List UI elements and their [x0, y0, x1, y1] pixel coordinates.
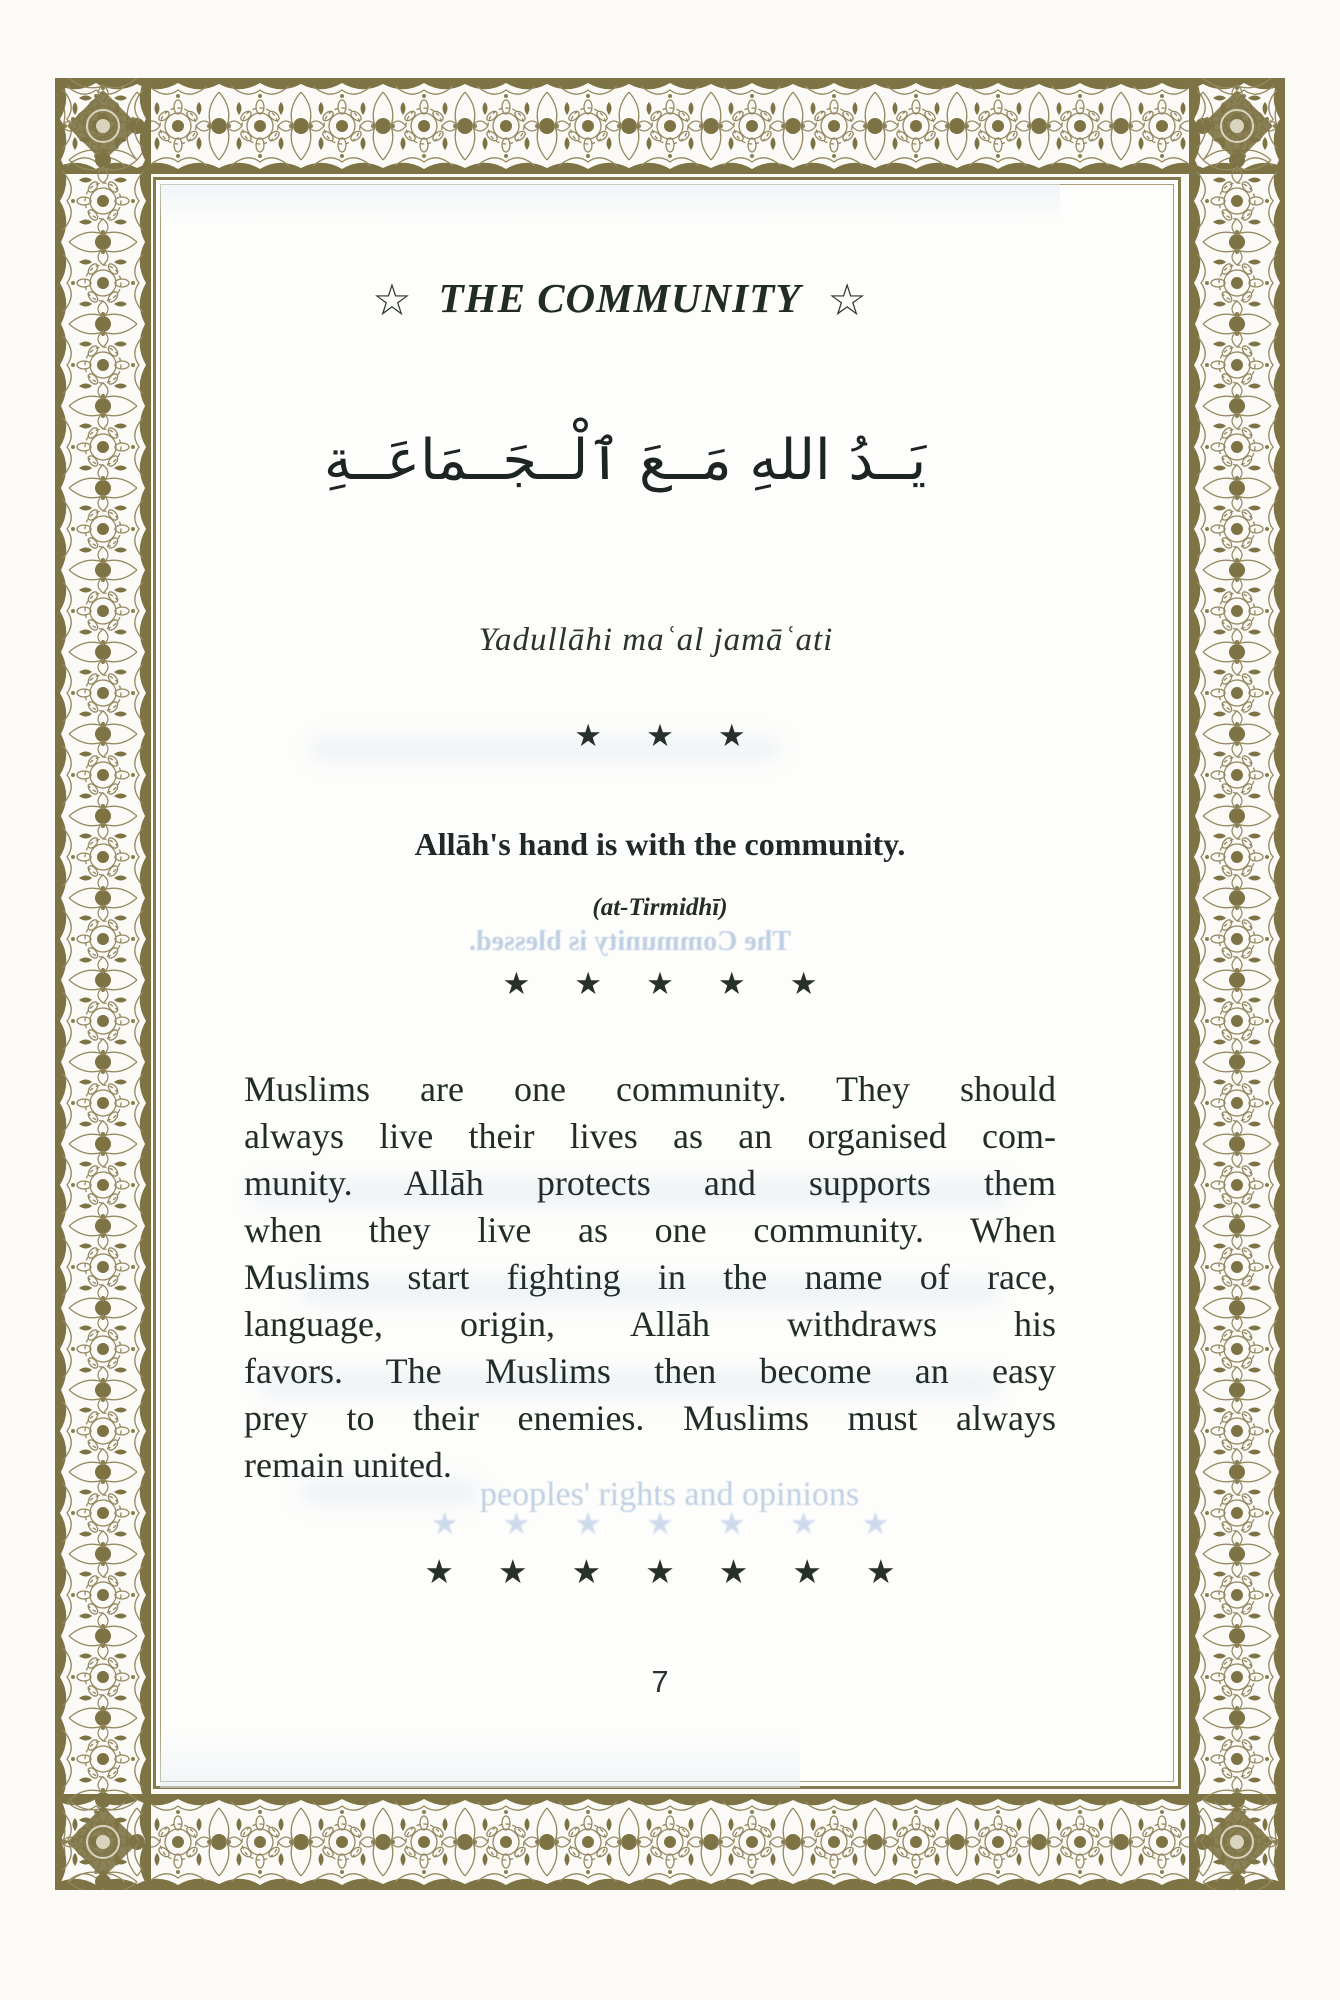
- star-icon: ★: [718, 1555, 749, 1591]
- hadith-translation-text: Allāh's hand is with the community.: [414, 826, 906, 862]
- title-right-star-icon: ☆: [827, 276, 868, 325]
- body-paragraph: [244, 1066, 1056, 1489]
- transliteration-text: Yadullāhi maʿal jamāʿati: [478, 622, 834, 658]
- star-icon: ★: [574, 966, 603, 1001]
- border-left-ornament: [55, 78, 151, 1890]
- border-corner-bottom-right-medallion: [1189, 1794, 1285, 1890]
- paragraph-line: when they live as one community. When: [244, 1210, 1056, 1250]
- star-icon: ★: [792, 1555, 822, 1591]
- scan-tint-top: [160, 184, 1060, 224]
- border-corner-top-right-medallion: [1189, 78, 1285, 174]
- ghost-star-icon: ★: [717, 1506, 746, 1541]
- border-top-ornament: [55, 78, 1285, 174]
- paragraph-line: favors. The Muslims then become an easy: [244, 1351, 1056, 1391]
- page-title: THE COMMUNITY: [438, 275, 802, 321]
- hadith-source-citation: (at-Tirmidhī): [592, 894, 728, 921]
- ghost-star-icon: ★: [861, 1506, 890, 1541]
- arabic-hadith-text: يَــدُ اللهِ مَــعَ ٱلْــجَــمَاعَــةِ: [323, 428, 927, 493]
- star-separator-five: [150, 966, 1170, 1002]
- border-bottom-ornament: [55, 1794, 1285, 1890]
- star-icon: ★: [717, 718, 746, 753]
- star-icon: ★: [865, 1555, 896, 1591]
- paragraph-line: munity. Allāh protects and supports them: [244, 1163, 1056, 1203]
- paragraph-line: language, origin, Allāh withdraws his: [244, 1304, 1056, 1344]
- paragraph-line: always live their lives as an organised com-: [244, 1116, 1056, 1156]
- ghost-star-icon: ★: [430, 1506, 459, 1541]
- star-icon: ★: [424, 1555, 455, 1591]
- border-corner-top-left-medallion: [55, 78, 151, 174]
- star-separator-seven: [150, 1552, 1170, 1592]
- star-icon: ★: [498, 1555, 528, 1591]
- star-icon: ★: [574, 718, 603, 753]
- paragraph-line: prey to their enemies. Muslims must always: [244, 1398, 1056, 1438]
- star-icon: ★: [645, 1555, 675, 1591]
- page-number: 7: [651, 1664, 669, 1699]
- star-icon: ★: [646, 718, 674, 753]
- star-icon: ★: [502, 966, 531, 1001]
- star-icon: ★: [717, 966, 746, 1001]
- scan-tint-bottom: [160, 1730, 800, 1788]
- paragraph-line: remain united.: [244, 1445, 452, 1485]
- paragraph-line: Muslims start fighting in the name of race,: [244, 1257, 1056, 1297]
- ghost-star-row: [150, 1506, 1170, 1542]
- ghost-bleedthrough-text: peoples' rights and opinions: [480, 1476, 860, 1513]
- paragraph-line: Muslims are one community. They should: [244, 1069, 1056, 1109]
- chapter-title-row: [110, 272, 1130, 323]
- title-left-star-icon: ☆: [372, 276, 413, 325]
- star-icon: ★: [646, 966, 674, 1001]
- star-separator-three: [150, 718, 1170, 754]
- star-icon: ★: [789, 966, 818, 1001]
- star-icon: ★: [571, 1555, 602, 1591]
- ghost-bleedthrough-text: The Community is blessed.: [468, 926, 792, 957]
- ghost-star-icon: ★: [502, 1506, 531, 1541]
- ghost-star-icon: ★: [646, 1506, 674, 1541]
- ghost-star-icon: ★: [574, 1506, 603, 1541]
- ghost-star-icon: ★: [789, 1506, 818, 1541]
- border-right-ornament: [1189, 78, 1285, 1890]
- border-corner-bottom-left-medallion: [55, 1794, 151, 1890]
